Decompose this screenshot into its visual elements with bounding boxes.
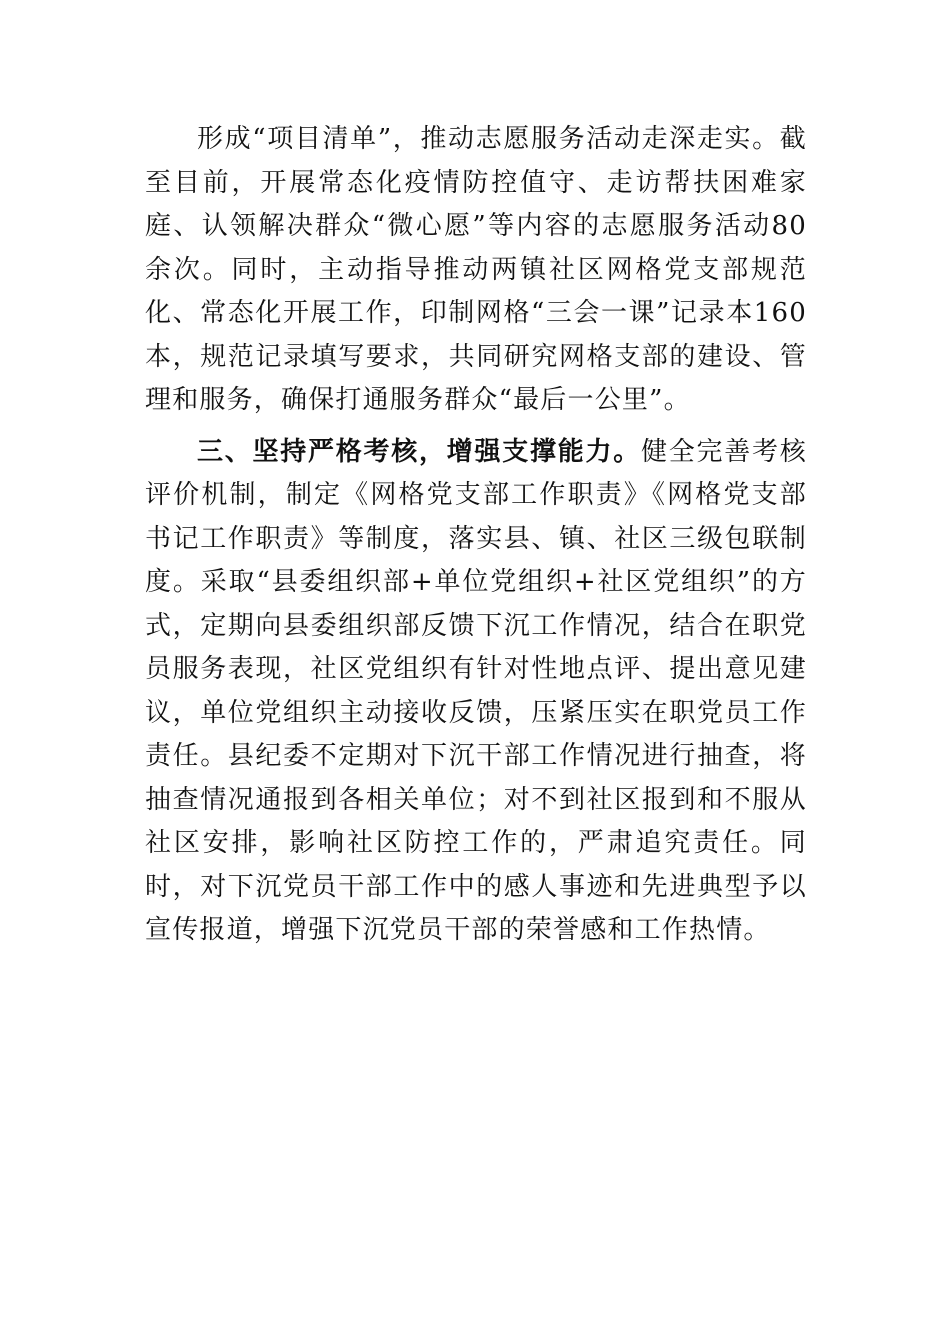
- document-body: [145, 118, 807, 953]
- body-paragraph-2: [145, 431, 807, 953]
- paragraph-2-text: 健全完善考核评价机制，制定《网格党支部工作职责》《网格党支部书记工作职责》等制度，落实县、镇、社区三级包联制度。采取“县委组织部+单位党组织+社区党组织”的方式，定期向县委组织部反馈下沉工作情况，结合在职党员服务表现，社区党组织有针对性地点评、提出意见建议，单位党组织主动接收反馈，压紧压实在职党员工作责任。县纪委不定期对下沉干部工作情况进行抽查，将抽查情况通报到各相关单位；对不到社区报到和不服从社区安排，影响社区防控工作的，严肃追究责任。同时，对下沉党员干部工作中的感人事迹和先进典型予以宣传报道，增强下沉党员干部的荣誉感和工作热情。: [145, 436, 808, 945]
- paragraph-1-text: 形成“项目清单”，推动志愿服务活动走深走实。截至目前，开展常态化疫情防控值守、走访帮扶困难家庭、认领解决群众“微心愿”等内容的志愿服务活动80余次。同时，主动指导推动两镇社区网格党支部规范化、常态化开展工作，印制网格“三会一课”记录本160本，规范记录填写要求，共同研究网格支部的建设、管理和服务，确保打通服务群众“最后一公里”。: [145, 124, 807, 415]
- body-paragraph-1: [145, 118, 807, 423]
- section-heading-3: 三、坚持严格考核，增强支撑能力。: [197, 436, 642, 467]
